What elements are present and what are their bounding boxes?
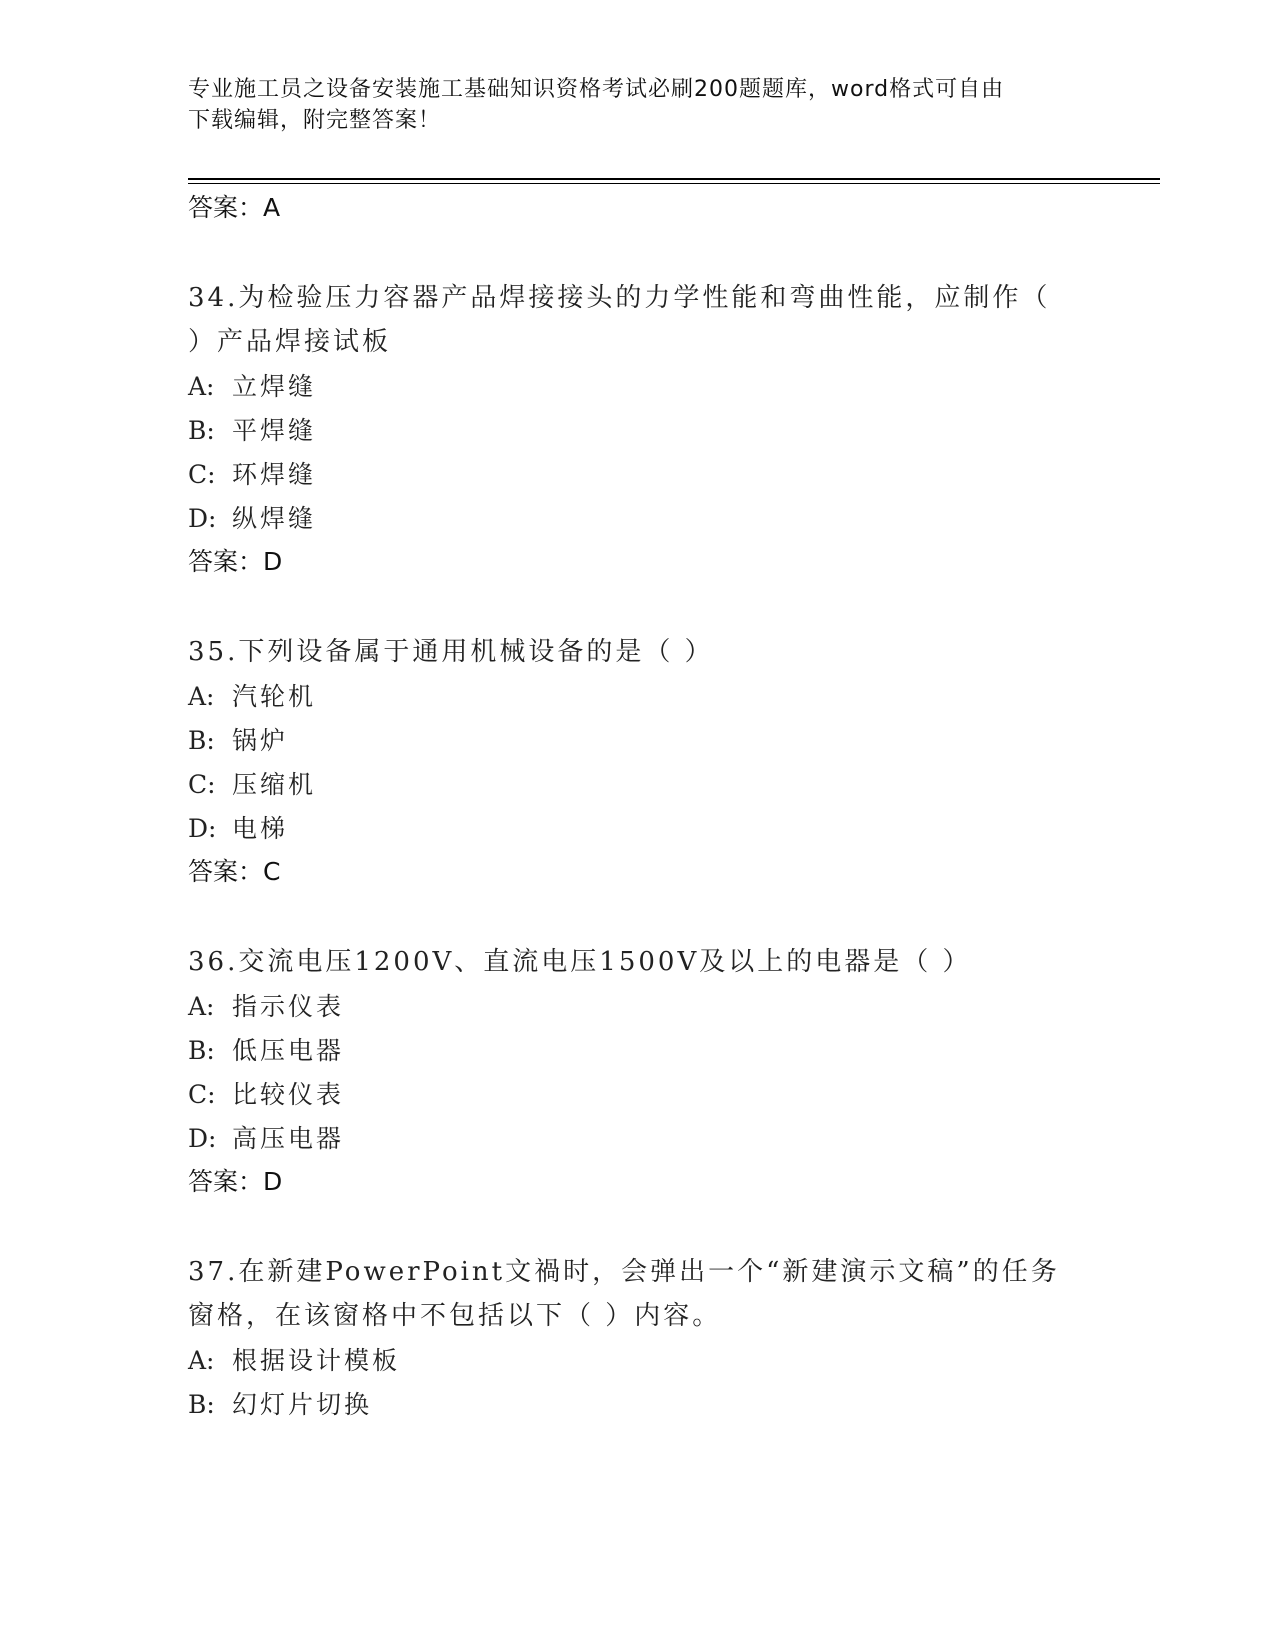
question-36-option-c	[188, 1078, 344, 1112]
option-text: 低压电器	[232, 1036, 345, 1065]
question-36-option-d	[188, 1122, 344, 1156]
option-text: 纵焊缝	[232, 504, 317, 533]
header-line-2: 下载编辑，附完整答案！	[188, 108, 442, 133]
option-letter: A:	[188, 992, 215, 1021]
option-letter: A:	[188, 682, 215, 711]
question-37-option-a	[188, 1344, 400, 1378]
question-36-option-a	[188, 990, 344, 1024]
option-letter: B:	[188, 726, 215, 755]
question-35-option-d	[188, 812, 288, 846]
question-34-answer: 答案：D	[188, 547, 283, 576]
option-text: 压缩机	[232, 770, 317, 799]
option-letter: B:	[188, 1390, 215, 1419]
question-34-option-d	[188, 502, 316, 536]
question-36-line-1: 36.交流电压1200V、直流电压1500V及以上的电器是（ ）	[188, 947, 972, 977]
option-text: 幻灯片切换	[232, 1390, 373, 1419]
option-text: 平焊缝	[232, 416, 317, 445]
question-34-option-b	[188, 414, 316, 448]
question-37-line-1: 37.在新建PowerPoint文禍时，会弹出一个“新建演示文稿”的任务	[188, 1257, 1060, 1287]
question-35-option-c	[188, 768, 316, 802]
option-text: 比较仪表	[232, 1080, 345, 1109]
answer-prev: 答案：A	[188, 193, 281, 222]
option-text: 汽轮机	[232, 682, 317, 711]
option-text: 环焊缝	[232, 460, 317, 489]
header-divider-thin	[188, 183, 1160, 184]
question-35-line-1: 35.下列设备属于通用机械设备的是（ ）	[188, 637, 714, 667]
question-34-option-c	[188, 458, 316, 492]
option-text: 电梯	[232, 814, 289, 843]
question-34-line-1: 34.为检验压力容器产品焊接接头的力学性能和弯曲性能，应制作（	[188, 283, 1051, 313]
question-35-option-a	[188, 680, 316, 714]
option-letter: B:	[188, 1036, 215, 1065]
header-divider	[188, 178, 1160, 180]
option-text: 立焊缝	[232, 372, 317, 401]
document-header	[188, 74, 1078, 136]
question-35-option-b	[188, 724, 288, 758]
option-letter: C:	[188, 460, 216, 489]
header-line-1: 专业施工员之设备安装施工基础知识资格考试必刷200题题库，word格式可自由	[188, 77, 1005, 102]
option-text: 锅炉	[232, 726, 289, 755]
option-letter: D:	[188, 1124, 217, 1153]
option-letter: C:	[188, 770, 216, 799]
option-letter: B:	[188, 416, 215, 445]
question-36-option-b	[188, 1034, 344, 1068]
option-letter: C:	[188, 1080, 216, 1109]
question-35-answer: 答案：C	[188, 857, 281, 886]
option-text: 指示仪表	[232, 992, 345, 1021]
option-text: 高压电器	[232, 1124, 345, 1153]
question-37-option-b	[188, 1388, 372, 1422]
option-letter: D:	[188, 504, 217, 533]
option-letter: D:	[188, 814, 217, 843]
option-text: 根据设计模板	[232, 1346, 401, 1375]
question-37-line-2: 窗格，在该窗格中不包括以下（ ）内容。	[188, 1301, 722, 1331]
option-letter: A:	[188, 372, 215, 401]
option-letter: A:	[188, 1346, 215, 1375]
question-36-answer: 答案：D	[188, 1167, 283, 1196]
question-34-option-a	[188, 370, 316, 404]
question-34-line-2: ）产品焊接试板	[188, 327, 392, 357]
